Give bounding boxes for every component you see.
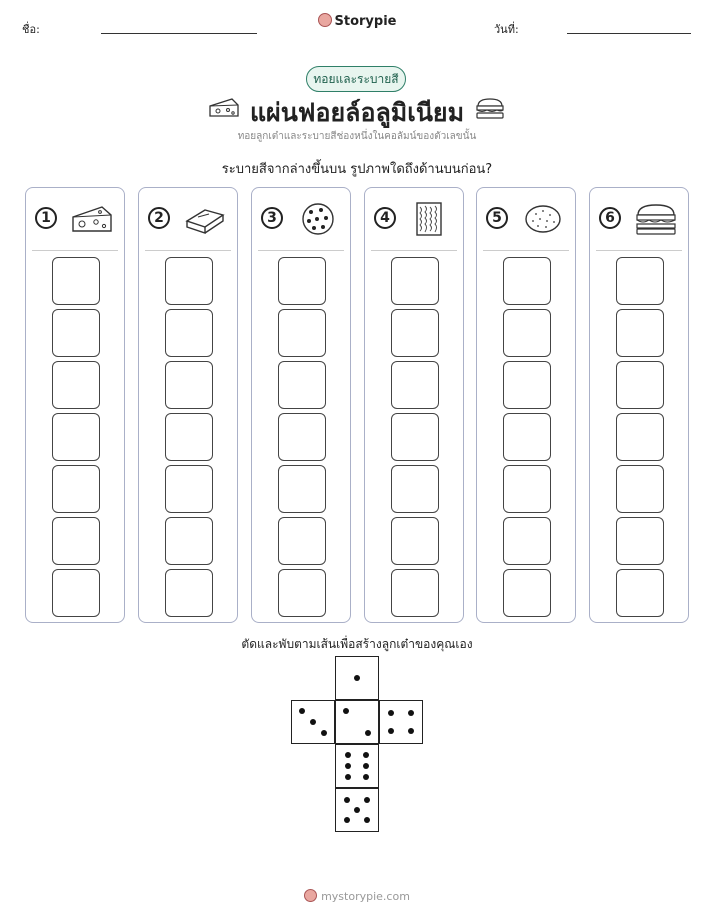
storypie-logo-icon <box>318 13 332 27</box>
dice-pip <box>408 728 414 734</box>
color-box[interactable] <box>616 517 664 565</box>
color-box[interactable] <box>391 569 439 617</box>
dice-pip <box>408 710 414 716</box>
dice-pip <box>363 763 369 769</box>
color-box[interactable] <box>165 465 213 513</box>
color-box[interactable] <box>616 361 664 409</box>
activity-type-badge: ทอยและระบายสี <box>306 66 406 92</box>
color-box[interactable] <box>616 465 664 513</box>
footer <box>0 889 714 903</box>
dice-pip <box>345 774 351 780</box>
color-box[interactable] <box>278 361 326 409</box>
color-box[interactable] <box>391 517 439 565</box>
color-box[interactable] <box>278 309 326 357</box>
dice-face-4 <box>379 700 423 744</box>
column-number: 3 <box>261 207 283 229</box>
color-box[interactable] <box>616 569 664 617</box>
dice-instruction: ตัดและพับตามเส้นเพื่อสร้างลูกเต๋าของคุณเอง <box>241 637 473 651</box>
name-label: ชื่อ: <box>22 23 40 36</box>
color-box[interactable] <box>52 465 100 513</box>
column-divider <box>145 250 231 251</box>
column-divider <box>596 250 682 251</box>
sandwich-icon <box>634 201 678 237</box>
color-box[interactable] <box>391 413 439 461</box>
cookie-icon <box>296 201 340 237</box>
color-box[interactable] <box>391 309 439 357</box>
date-line[interactable] <box>567 33 691 34</box>
dice-pip <box>345 763 351 769</box>
color-box[interactable] <box>278 257 326 305</box>
column-divider <box>371 250 457 251</box>
question: ระบายสีจากล่างขึ้นบน รูปภาพใดถึงด้านบนก่อน? <box>221 162 493 177</box>
color-box[interactable] <box>52 361 100 409</box>
potato-icon <box>521 201 565 237</box>
column-number: 4 <box>374 207 396 229</box>
column-number: 5 <box>486 207 508 229</box>
column-6 <box>589 187 689 623</box>
storypie-logo-icon <box>304 889 317 902</box>
column-divider <box>483 250 569 251</box>
dice-face-6 <box>335 744 379 788</box>
color-box[interactable] <box>503 517 551 565</box>
name-line[interactable] <box>101 33 257 34</box>
butter-icon <box>183 201 227 237</box>
color-box[interactable] <box>616 413 664 461</box>
color-box[interactable] <box>165 361 213 409</box>
color-box[interactable] <box>52 309 100 357</box>
color-box[interactable] <box>503 413 551 461</box>
page-title: แผ่นฟอยล์อลูมิเนียม <box>249 98 465 127</box>
dice-pip <box>299 708 305 714</box>
dice-pip <box>363 774 369 780</box>
color-box[interactable] <box>52 257 100 305</box>
brand-name: Storypie <box>334 14 397 29</box>
color-box[interactable] <box>503 361 551 409</box>
dice-pip <box>363 752 369 758</box>
brand <box>0 13 714 29</box>
dice-face-5 <box>335 788 379 832</box>
dice-pip <box>365 730 371 736</box>
color-box[interactable] <box>616 309 664 357</box>
color-box[interactable] <box>165 257 213 305</box>
color-box[interactable] <box>503 309 551 357</box>
column-4 <box>364 187 464 623</box>
color-box[interactable] <box>503 257 551 305</box>
color-box[interactable] <box>165 309 213 357</box>
column-number: 1 <box>35 207 57 229</box>
sandwich-icon <box>474 96 506 122</box>
dice-pip <box>344 817 350 823</box>
dice-pip <box>364 817 370 823</box>
dice-face-3 <box>291 700 335 744</box>
color-box[interactable] <box>616 257 664 305</box>
date-label: วันที่: <box>494 23 519 36</box>
noodles-icon <box>409 201 453 237</box>
column-divider <box>258 250 344 251</box>
dice-face-2 <box>335 700 379 744</box>
dice-pip <box>388 710 394 716</box>
dice-pip <box>321 730 327 736</box>
color-box[interactable] <box>391 257 439 305</box>
dice-pip <box>364 797 370 803</box>
column-number: 2 <box>148 207 170 229</box>
dice-face-1 <box>335 656 379 700</box>
color-box[interactable] <box>52 517 100 565</box>
color-box[interactable] <box>503 465 551 513</box>
instructions: ทอยลูกเต๋าและระบายสีช่องหนึ่งในคอลัมน์ของตัวเลขนั้น <box>237 131 477 142</box>
column-2 <box>138 187 238 623</box>
color-box[interactable] <box>278 465 326 513</box>
color-box[interactable] <box>391 465 439 513</box>
footer-url[interactable]: mystorypie.com <box>321 890 410 903</box>
dice-pip <box>354 807 360 813</box>
dice-pip <box>310 719 316 725</box>
dice-pip <box>388 728 394 734</box>
column-3 <box>251 187 351 623</box>
color-box[interactable] <box>52 569 100 617</box>
color-box[interactable] <box>278 413 326 461</box>
color-box[interactable] <box>165 517 213 565</box>
dice-pip <box>343 708 349 714</box>
color-box[interactable] <box>503 569 551 617</box>
color-box[interactable] <box>278 517 326 565</box>
dice-pip <box>345 752 351 758</box>
column-5 <box>476 187 576 623</box>
column-number: 6 <box>599 207 621 229</box>
dice-pip <box>344 797 350 803</box>
dice-pip <box>354 675 360 681</box>
cheese-icon <box>70 201 114 237</box>
color-box[interactable] <box>52 413 100 461</box>
color-box[interactable] <box>165 569 213 617</box>
color-box[interactable] <box>278 569 326 617</box>
color-box[interactable] <box>165 413 213 461</box>
column-1 <box>25 187 125 623</box>
color-box[interactable] <box>391 361 439 409</box>
column-divider <box>32 250 118 251</box>
